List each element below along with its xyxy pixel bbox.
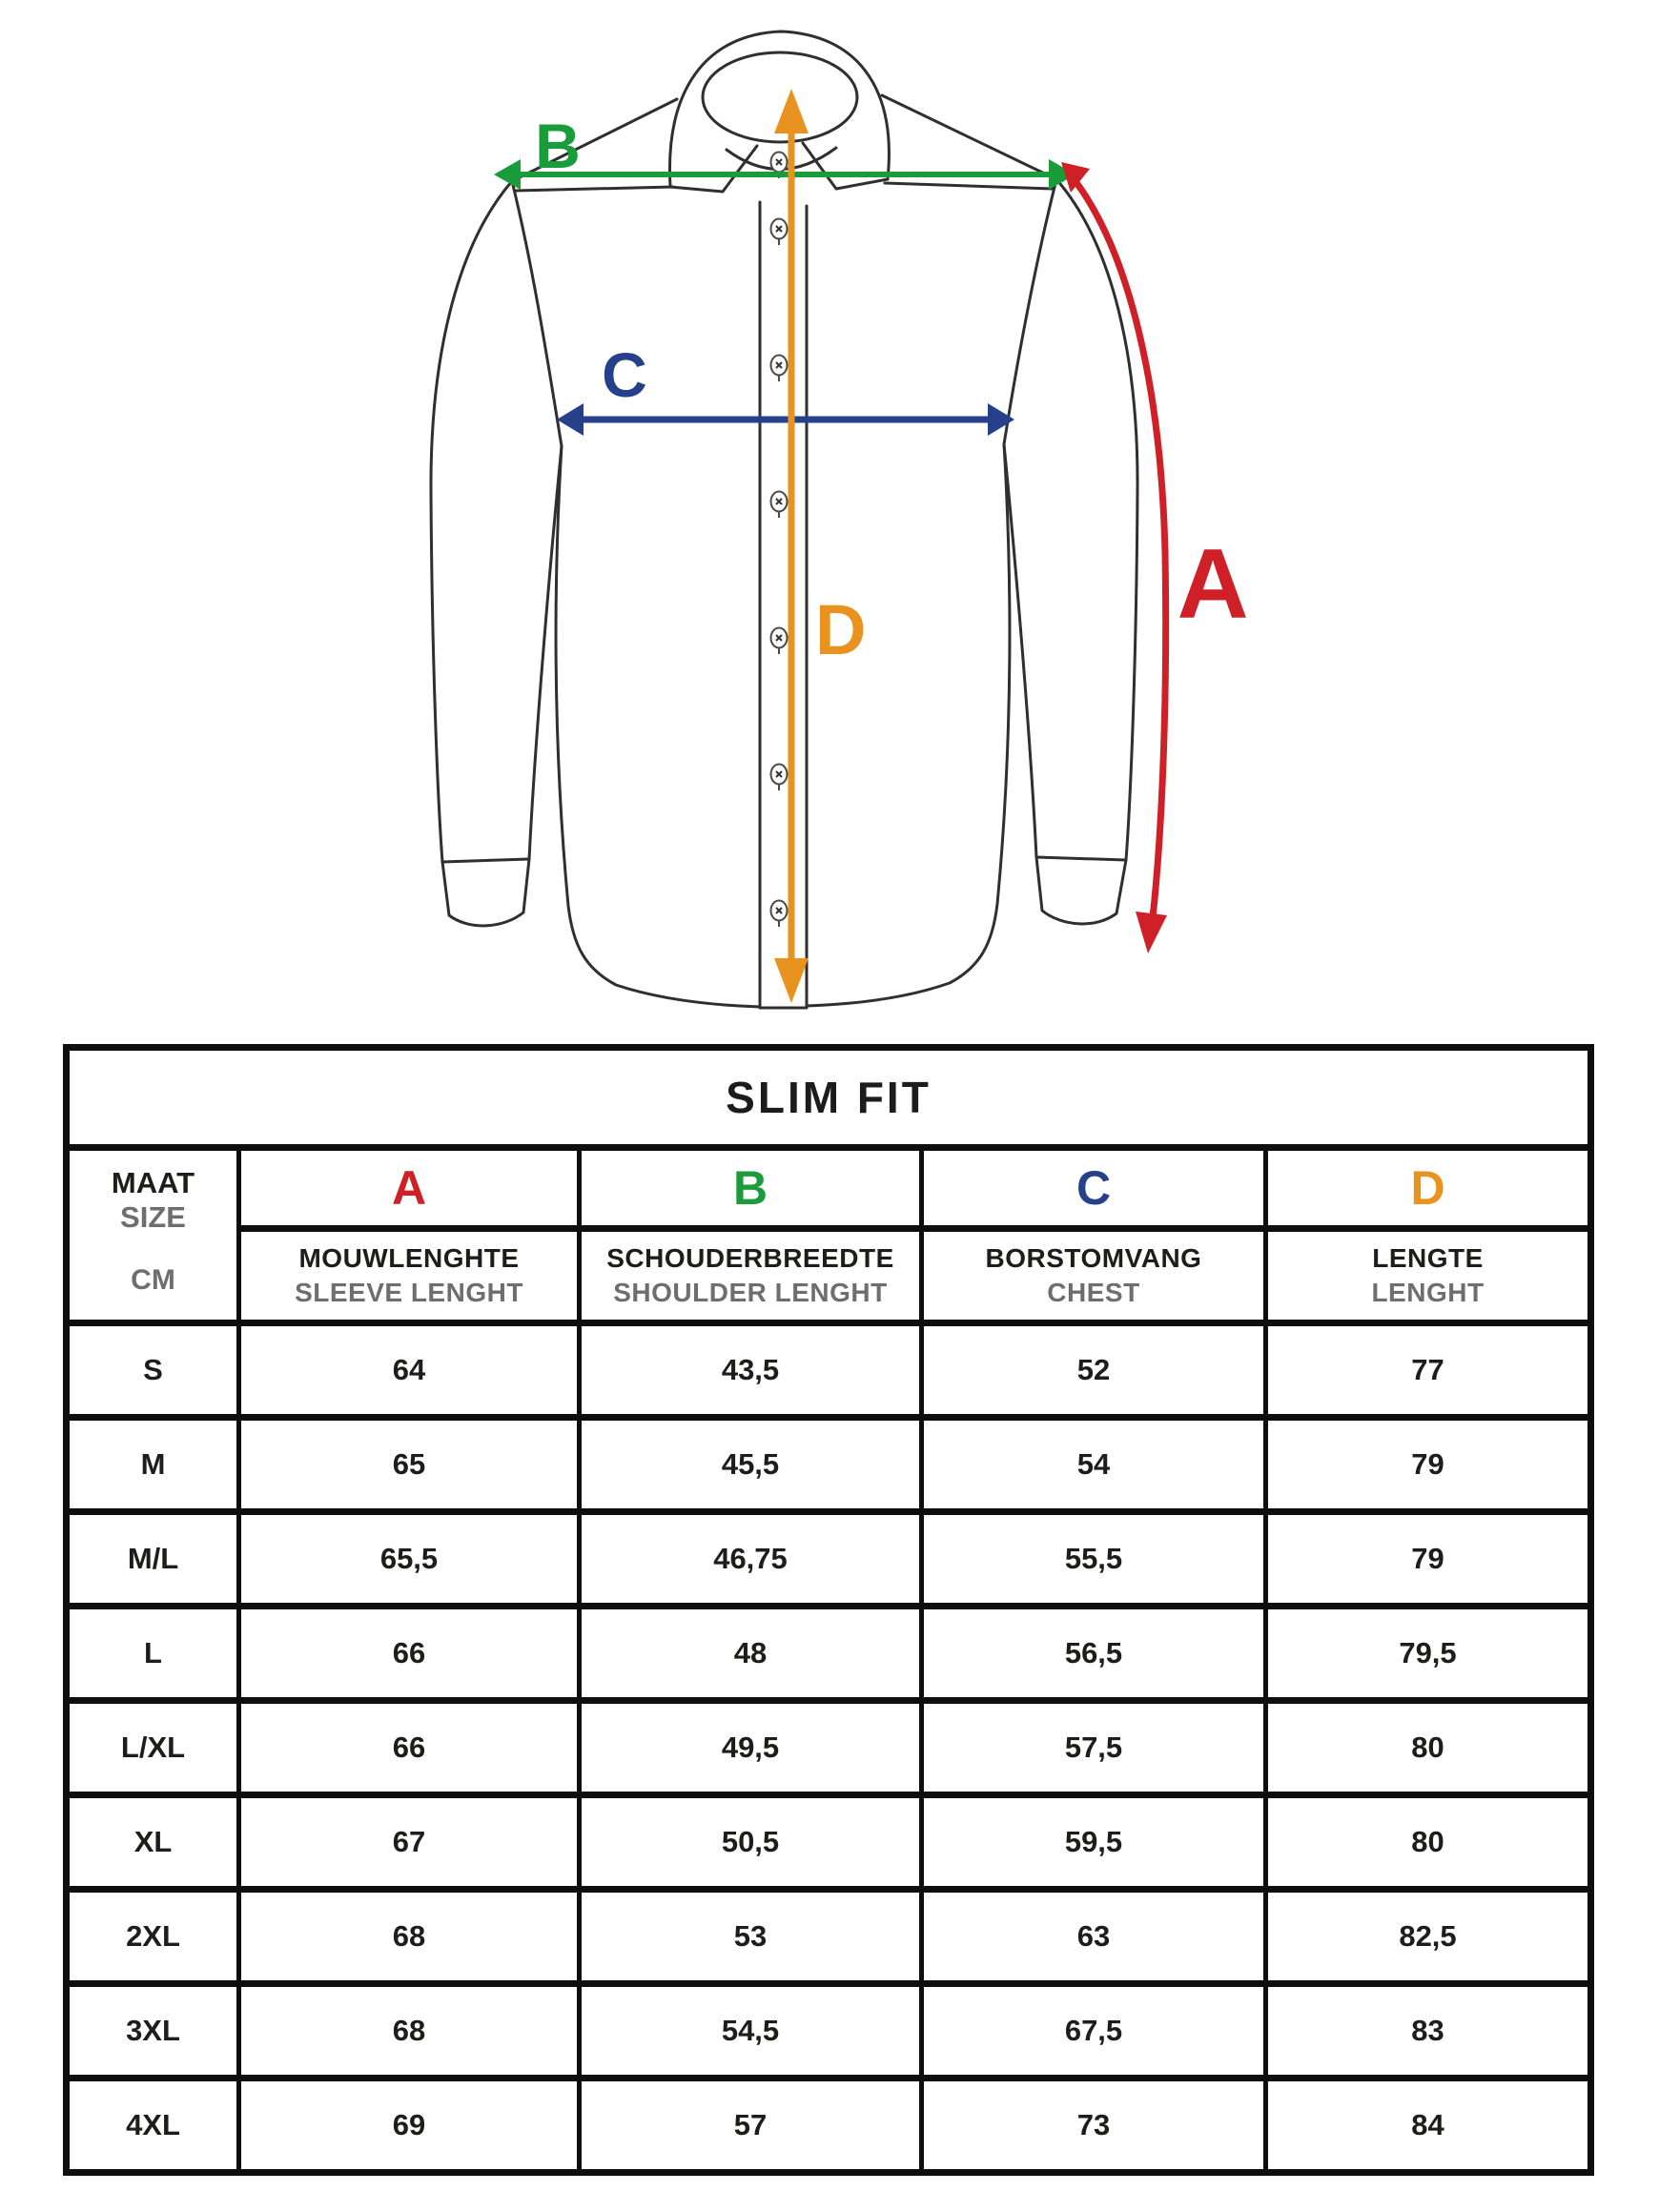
size-value: 45,5: [582, 1421, 919, 1508]
label-b: B: [535, 111, 581, 181]
size-value: 73: [924, 2081, 1263, 2169]
collar-right-leaf: [803, 143, 888, 189]
button: [771, 219, 788, 246]
left-cuff: [442, 859, 529, 926]
label-d: D: [815, 590, 867, 669]
size-value: 67: [241, 1798, 577, 1886]
size-row-label: L/XL: [70, 1704, 236, 1792]
column-name-b: SCHOUDERBREEDTE SHOULDER LENGHT: [582, 1232, 919, 1320]
right-armhole-seam: [1004, 179, 1056, 444]
size-value: 48: [582, 1609, 919, 1697]
button: [771, 628, 788, 655]
size-row-label: 2XL: [70, 1893, 236, 1980]
size-value: 54: [924, 1421, 1263, 1508]
size-value: 79,5: [1268, 1609, 1587, 1697]
arrowhead-left: [557, 403, 584, 436]
size-value: 59,5: [924, 1798, 1263, 1886]
size-value: 57: [582, 2081, 919, 2169]
size-value: 83: [1268, 1987, 1587, 2075]
size-value: 79: [1268, 1421, 1587, 1508]
size-value: 54,5: [582, 1987, 919, 2075]
size-value: 66: [241, 1609, 577, 1697]
size-value: 55,5: [924, 1515, 1263, 1603]
size-header-upper: [112, 1166, 195, 1234]
size-row-label: M: [70, 1421, 236, 1508]
size-value: 46,75: [582, 1515, 919, 1603]
size-value: 49,5: [582, 1704, 919, 1792]
shirt-measurement-diagram: [0, 0, 1659, 1044]
column-letter-b: B: [582, 1151, 919, 1225]
left-armhole-seam: [512, 181, 562, 446]
size-header-cell: [70, 1151, 236, 1320]
size-header-size: SIZE: [120, 1199, 186, 1234]
button-placket: [771, 153, 788, 928]
size-value: 84: [1268, 2081, 1587, 2169]
column-name-c: BORSTOMVANG CHEST: [924, 1232, 1263, 1320]
button: [771, 492, 788, 519]
size-value: 80: [1268, 1798, 1587, 1886]
size-row-label: L: [70, 1609, 236, 1697]
size-header-maat: MAAT: [111, 1166, 195, 1199]
button: [771, 356, 788, 382]
size-row-label: XL: [70, 1798, 236, 1886]
size-value: 80: [1268, 1704, 1587, 1792]
collar-left-leaf: [670, 146, 757, 192]
size-row-label: S: [70, 1326, 236, 1414]
size-value: 79: [1268, 1515, 1587, 1603]
left-yoke-seam: [515, 187, 673, 191]
body-right-side: [807, 444, 1010, 1006]
arrowhead-up: [774, 89, 809, 133]
size-value: 56,5: [924, 1609, 1263, 1697]
size-row-label: M/L: [70, 1515, 236, 1603]
size-value: 69: [241, 2081, 577, 2169]
right-cuff: [1036, 857, 1126, 924]
size-value: 65: [241, 1421, 577, 1508]
button: [771, 901, 788, 928]
table-title: SLIM FIT: [70, 1051, 1587, 1144]
size-table: [63, 1044, 1594, 2176]
size-value: 43,5: [582, 1326, 919, 1414]
button: [771, 765, 788, 791]
body-left-side: [556, 446, 760, 1007]
column-name-a: MOUWLENGHTE SLEEVE LENGHT: [241, 1232, 577, 1320]
size-header-cm: CM: [131, 1263, 175, 1296]
size-value: 50,5: [582, 1798, 919, 1886]
column-letter-c: C: [924, 1151, 1263, 1225]
size-row-label: 4XL: [70, 2081, 236, 2169]
size-value: 68: [241, 1893, 577, 1980]
size-value: 82,5: [1268, 1893, 1587, 1980]
size-row-label: 3XL: [70, 1987, 236, 2075]
size-value: 63: [924, 1893, 1263, 1980]
size-value: 64: [241, 1326, 577, 1414]
right-shoulder-seam: [882, 95, 1056, 179]
column-name-d: LENGTE LENGHT: [1268, 1232, 1587, 1320]
size-value: 57,5: [924, 1704, 1263, 1792]
arrowhead-down: [774, 958, 809, 1003]
sleeve-length-arrow: [1061, 162, 1167, 953]
label-c: C: [602, 339, 647, 410]
size-value: 53: [582, 1893, 919, 1980]
size-value: 68: [241, 1987, 577, 2075]
size-value: 66: [241, 1704, 577, 1792]
column-letter-a: A: [241, 1151, 577, 1225]
arrowhead-bottom: [1136, 911, 1167, 953]
right-yoke-seam: [885, 183, 1053, 189]
size-value: 65,5: [241, 1515, 577, 1603]
left-sleeve-outer: [431, 181, 512, 862]
label-a: A: [1177, 529, 1249, 640]
column-letter-d: D: [1268, 1151, 1587, 1225]
size-value: 52: [924, 1326, 1263, 1414]
size-value: 67,5: [924, 1987, 1263, 2075]
size-value: 77: [1268, 1326, 1587, 1414]
